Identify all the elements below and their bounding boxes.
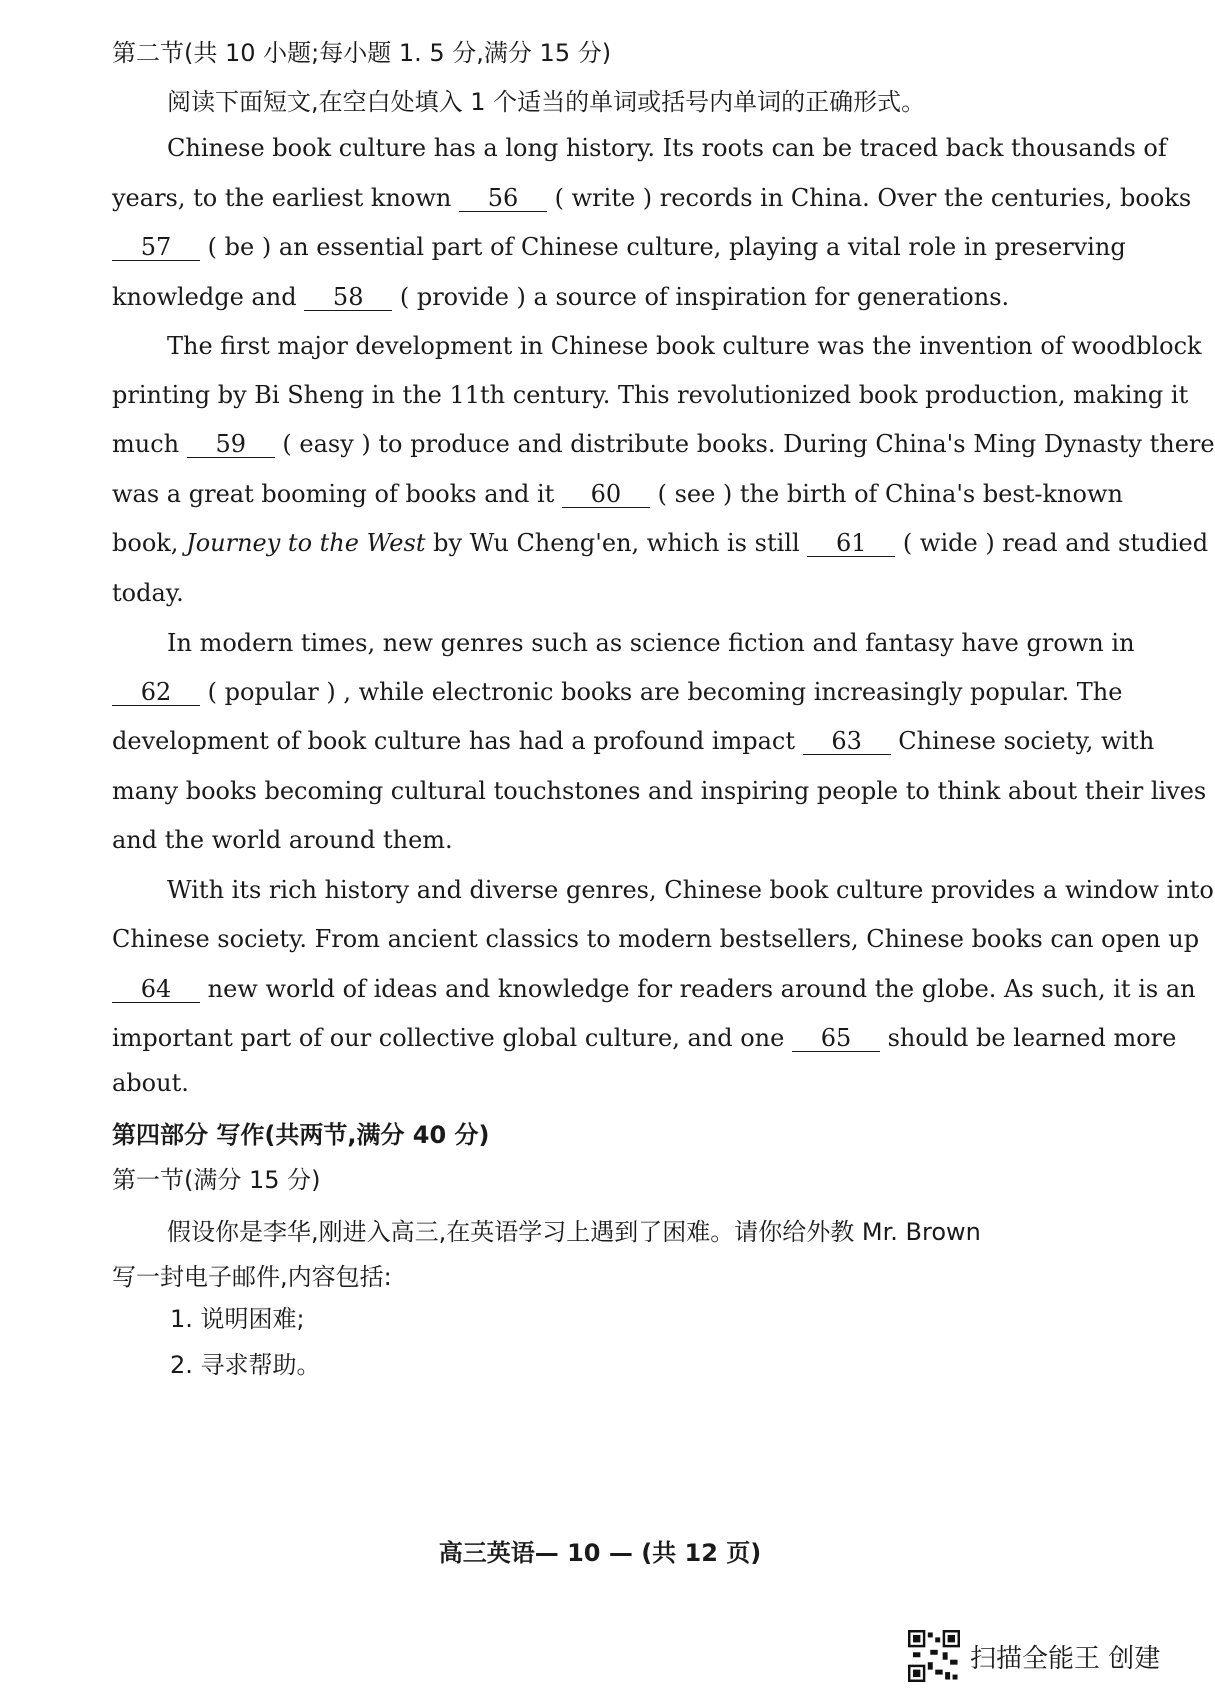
blank-60[interactable]: 60 (562, 481, 650, 508)
passage-line: 57 ( be ) an essential part of Chinese culture, playing a vital role in preserving (112, 230, 1097, 264)
blank-65[interactable]: 65 (792, 1025, 880, 1052)
blank-63[interactable]: 63 (803, 728, 891, 755)
passage-line: Chinese book culture has a long history. Its roots can be traced back thousands of (167, 134, 1167, 162)
blank-61[interactable]: 61 (807, 530, 895, 557)
passage-line: The first major development in Chinese book culture was the invention of woodblock (167, 332, 1202, 360)
blank-64[interactable]: 64 (112, 976, 200, 1003)
passage-line: knowledge and 58 ( provide ) a source of inspiration for generations. (112, 283, 1010, 311)
passage-line: 62 ( popular ) , while electronic books are becoming increasingly popular. The (112, 675, 1097, 709)
writing-item: 1. 说明困难; (170, 1305, 305, 1333)
passage-line: much 59 ( easy ) to produce and distribute books. During China's Ming Dynasty there (112, 430, 1215, 458)
passage-line: about. (112, 1069, 189, 1097)
passage-line: book, Journey to the West by Wu Cheng'en, which is still 61 ( wide ) read and studied (112, 529, 1209, 557)
blank-59[interactable]: 59 (187, 431, 275, 458)
blank-56[interactable]: 56 (459, 185, 547, 212)
passage-line: printing by Bi Sheng in the 11th century. This revolutionized book production, making it (112, 381, 1189, 409)
passage-line: important part of our collective global culture, and one 65 should be learned more (112, 1024, 1177, 1052)
passage-line: many books becoming cultural touchstones and inspiring people to think about their lives (112, 777, 1207, 805)
passage-line: 64 new world of ideas and knowledge for readers around the globe. As such, it is an (112, 972, 1097, 1006)
section2-heading: 第二节(共 10 小题;每小题 1. 5 分,满分 15 分) (112, 39, 612, 67)
qr-code-icon (908, 1630, 960, 1682)
passage-line: and the world around them. (112, 826, 453, 854)
writing-item: 2. 寻求帮助。 (170, 1351, 321, 1379)
passage-line: was a great booming of books and it 60 ( see ) the birth of China's best-known (112, 480, 1123, 508)
writing-prompt: 写一封电子邮件,内容包括: (112, 1263, 392, 1291)
blank-58[interactable]: 58 (304, 284, 392, 311)
scanner-watermark (908, 1630, 1160, 1682)
part4-section1-heading: 第一节(满分 15 分) (112, 1166, 321, 1194)
passage-line: With its rich history and diverse genres, Chinese book culture provides a window into (167, 876, 1214, 904)
page-footer: 高三英语— 10 — (共 12 页) (438, 1539, 762, 1567)
passage-line: today. (112, 579, 184, 607)
passage-line: Chinese society. From ancient classics to modern bestsellers, Chinese books can open up (112, 925, 1200, 953)
writing-prompt: 假设你是李华,刚进入高三,在英语学习上遇到了困难。请你给外教 Mr. Brown (167, 1218, 981, 1246)
section2-instruction: 阅读下面短文,在空白处填入 1 个适当的单词或括号内单词的正确形式。 (167, 88, 926, 116)
passage-line: In modern times, new genres such as science fiction and fantasy have grown in (167, 629, 1135, 657)
passage-line: development of book culture has had a profound impact 63 Chinese society, with (112, 727, 1155, 755)
watermark-text: 扫描全能王 创建 (970, 1643, 1161, 1674)
blank-62[interactable]: 62 (112, 679, 200, 706)
blank-57[interactable]: 57 (112, 234, 200, 261)
passage-line: years, to the earliest known 56 ( write ) records in China. Over the centuries, books (112, 184, 1192, 212)
part4-heading: 第四部分 写作(共两节,满分 40 分) (112, 1121, 490, 1149)
book-title: Journey to the West (186, 529, 426, 557)
